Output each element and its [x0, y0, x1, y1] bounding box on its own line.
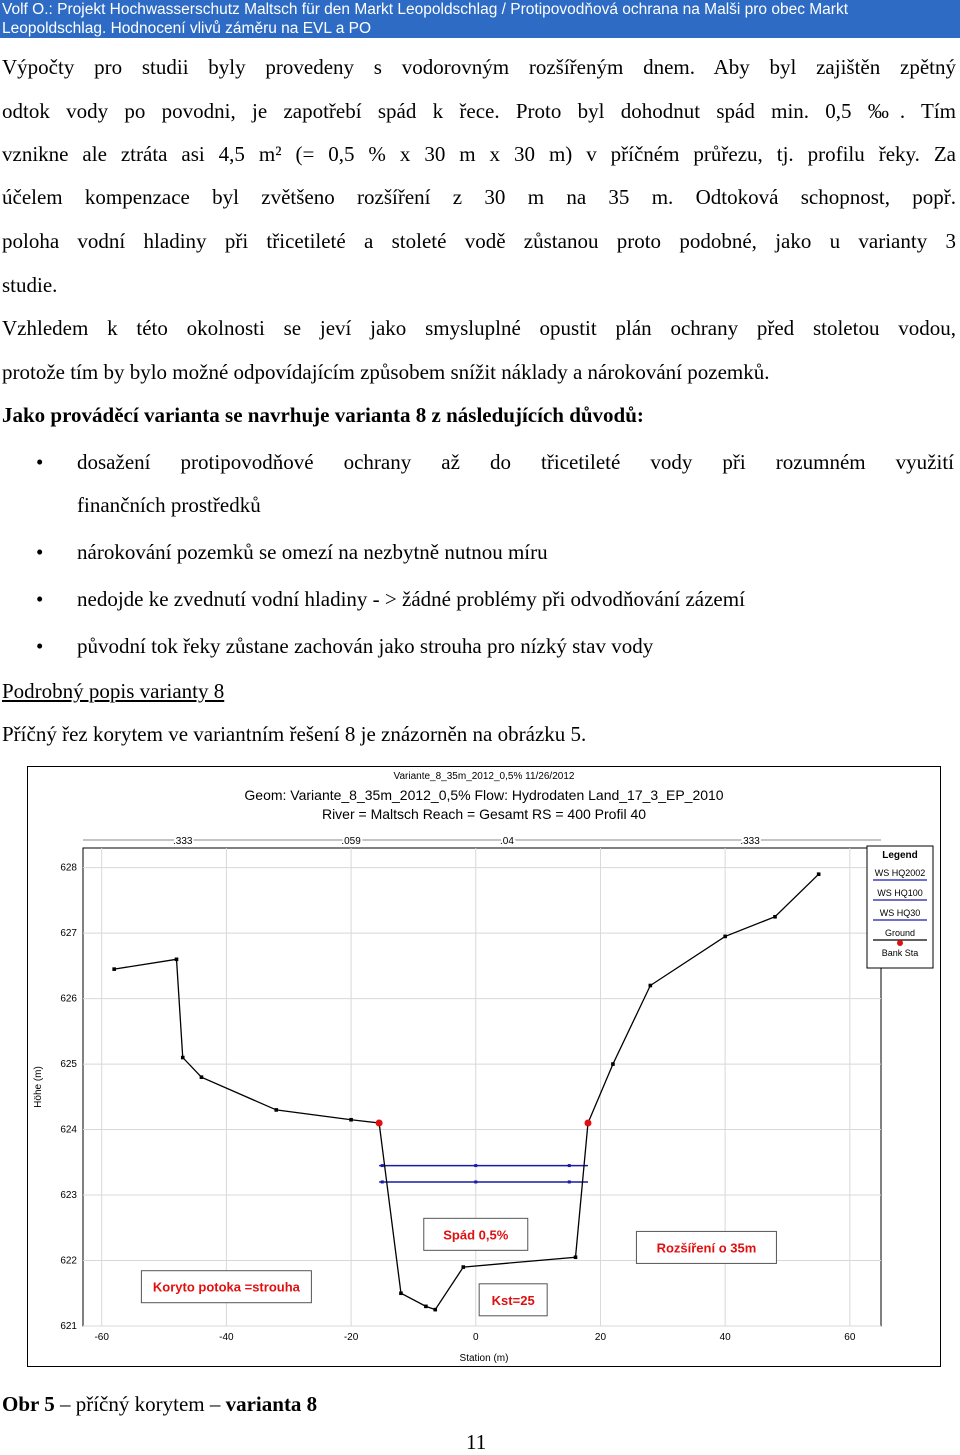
ground-point — [424, 1305, 428, 1309]
ground-point — [274, 1108, 278, 1112]
annotation-text: Spád 0,5% — [443, 1227, 509, 1243]
legend-title: Legend — [882, 850, 918, 861]
header-line-2: Leopoldschlag. Hodnocení vlivů záměru na EVL a PO — [2, 20, 372, 37]
manning-value: .04 — [499, 836, 514, 847]
water-surface-point — [381, 1164, 384, 1167]
figure-intro: Příčný řez korytem ve variantním řešení 8 je znázorněn na obrázku 5. — [2, 722, 587, 746]
ground-point — [649, 984, 653, 988]
bullet-marker: • — [36, 587, 44, 611]
y-tick-label: 627 — [60, 928, 77, 940]
cross-section-chart — [27, 766, 941, 1367]
y-axis-label: Höhe (m) — [33, 1066, 44, 1108]
para1-line3: vznikne ale ztráta asi 4,5 m² (= 0,5 % x 30 m x 30 m) v příčném průřezu, tj. profilu řeky. Za — [2, 142, 956, 166]
para2-line2: protože tím by bylo možné odpovídajícím způsobem snížit náklady a nárokování pozemků. — [2, 360, 770, 384]
ground-point — [433, 1308, 437, 1312]
annotation-text: Rozšíření o 35m — [656, 1240, 757, 1256]
manning-value: .333 — [740, 836, 760, 847]
caption-dash: – — [54, 1392, 76, 1416]
bullet-marker: • — [36, 634, 44, 658]
bank-station-point — [376, 1120, 383, 1127]
x-tick-label: 60 — [844, 1332, 856, 1343]
caption-variant: varianta 8 — [225, 1392, 318, 1416]
x-tick-label: -60 — [94, 1332, 109, 1343]
legend-item: WS HQ100 — [877, 888, 923, 898]
x-tick-label: -40 — [219, 1332, 234, 1343]
page-number: 11 — [466, 1430, 487, 1454]
legend-item: Ground — [884, 928, 916, 938]
y-tick-label: 624 — [60, 1124, 77, 1136]
running-header — [0, 0, 960, 38]
y-tick-label: 623 — [60, 1190, 77, 1202]
ground-point — [817, 872, 821, 876]
y-tick-label: 628 — [60, 862, 77, 874]
para1-line4: účelem kompenzace byl zvětšeno rozšíření z 30 m na 35 m. Odtoková schopnost, popř. — [2, 185, 956, 209]
ground-point — [349, 1118, 353, 1122]
bullet-1-line1: dosažení protipovodňové ochrany až do třicetileté vody při rozumném využití — [77, 450, 954, 474]
chart-title-small: Variante_8_35m_2012_0,5% 11/26/2012 — [393, 771, 575, 782]
x-tick-label: 0 — [472, 1332, 479, 1343]
figure-caption — [2, 1392, 317, 1417]
ground-point — [112, 967, 116, 971]
bank-station-point — [584, 1120, 591, 1127]
x-tick-label: 20 — [594, 1332, 607, 1343]
annotation-text: Koryto potoka =strouha — [152, 1279, 300, 1295]
manning-value: .059 — [341, 836, 361, 847]
chart-title-line1: Geom: Variante_8_35m_2012_0,5% Flow: Hydrodaten Land_17_3_EP_2010 — [244, 787, 724, 803]
header-title: Volf O.: Projekt Hochwasserschutz Maltsch für den Markt Leopoldschlag / Protipovodňová ochrana na Malši pro obec Markt — [2, 1, 849, 18]
ground-point — [175, 958, 179, 962]
x-axis-label: Station (m) — [459, 1353, 509, 1364]
y-tick-label: 621 — [60, 1321, 77, 1332]
water-surface-point — [568, 1180, 571, 1183]
ground-point — [574, 1255, 578, 1259]
water-surface-point — [381, 1180, 384, 1183]
x-tick-label: -20 — [343, 1332, 359, 1343]
ground-point — [399, 1291, 403, 1295]
y-tick-label: 626 — [60, 993, 77, 1005]
para1-line5: poloha vodní hladiny při třicetileté a stoleté vodě zůstanou proto podobné, jako u varianty 3 — [2, 229, 956, 253]
para1-line6: studie. — [2, 273, 58, 297]
manning-value: .333 — [173, 836, 193, 847]
caption-fig: Obr 5 — [2, 1392, 55, 1416]
annotation-text: Kst=25 — [491, 1292, 535, 1308]
para1-line1: Výpočty pro studii byly provedeny s vodorovným rozšířeným dnem. Aby byl zajištěn zpětný — [2, 55, 956, 79]
para2-line1: Vzhledem k této okolnosti se jeví jako smysluplné opustit plán ochrany před stoletou vodou, — [2, 316, 956, 340]
water-surface-point — [474, 1164, 477, 1167]
y-tick-label: 625 — [60, 1059, 77, 1071]
ground-point — [461, 1265, 465, 1269]
ground-point — [723, 935, 727, 939]
header-line-1 — [2, 0, 958, 19]
ground-point — [773, 915, 777, 919]
water-surface-point — [568, 1164, 571, 1167]
bullet-1-line2: finančních prostředků — [77, 493, 261, 517]
bullet-2: nárokování pozemků se omezí na nezbytně nutnou míru — [77, 540, 548, 564]
legend-swatch-dot — [897, 940, 903, 946]
y-tick-label: 622 — [60, 1255, 77, 1267]
para1-line2: odtok vody po povodni, je zapotřebí spád k řece. Proto byl dohodnut spád min. 0,5 ‰. Tím — [2, 99, 956, 123]
chart-title-line2: River = Maltsch Reach = Gesamt RS = 400 Profil 40 — [321, 806, 647, 822]
bullet-3: nedojde ke zvednutí vodní hladiny - > žádné problémy při odvodňování zázemí — [77, 587, 745, 611]
x-tick-label: 40 — [719, 1332, 731, 1343]
caption-dash2: – — [204, 1392, 226, 1416]
ground-point — [181, 1056, 185, 1060]
legend-item: Bank Sta — [881, 948, 919, 958]
bullet-marker: • — [36, 540, 44, 564]
legend-item: WS HQ2002 — [874, 868, 926, 878]
bullet-marker: • — [36, 450, 44, 474]
ground-point — [611, 1062, 615, 1066]
section-heading: Jako prováděcí varianta se navrhuje varianta 8 z následujících důvodů: — [2, 403, 644, 427]
plot-area — [33, 836, 933, 1364]
ground-point — [200, 1075, 204, 1079]
water-surface-point — [474, 1180, 477, 1183]
legend-item: WS HQ30 — [879, 908, 921, 918]
bullet-4: původní tok řeky zůstane zachován jako strouha pro nízký stav vody — [77, 634, 654, 658]
caption-desc: příčný korytem — [75, 1392, 205, 1416]
subheading: Podrobný popis varianty 8 — [2, 679, 225, 703]
